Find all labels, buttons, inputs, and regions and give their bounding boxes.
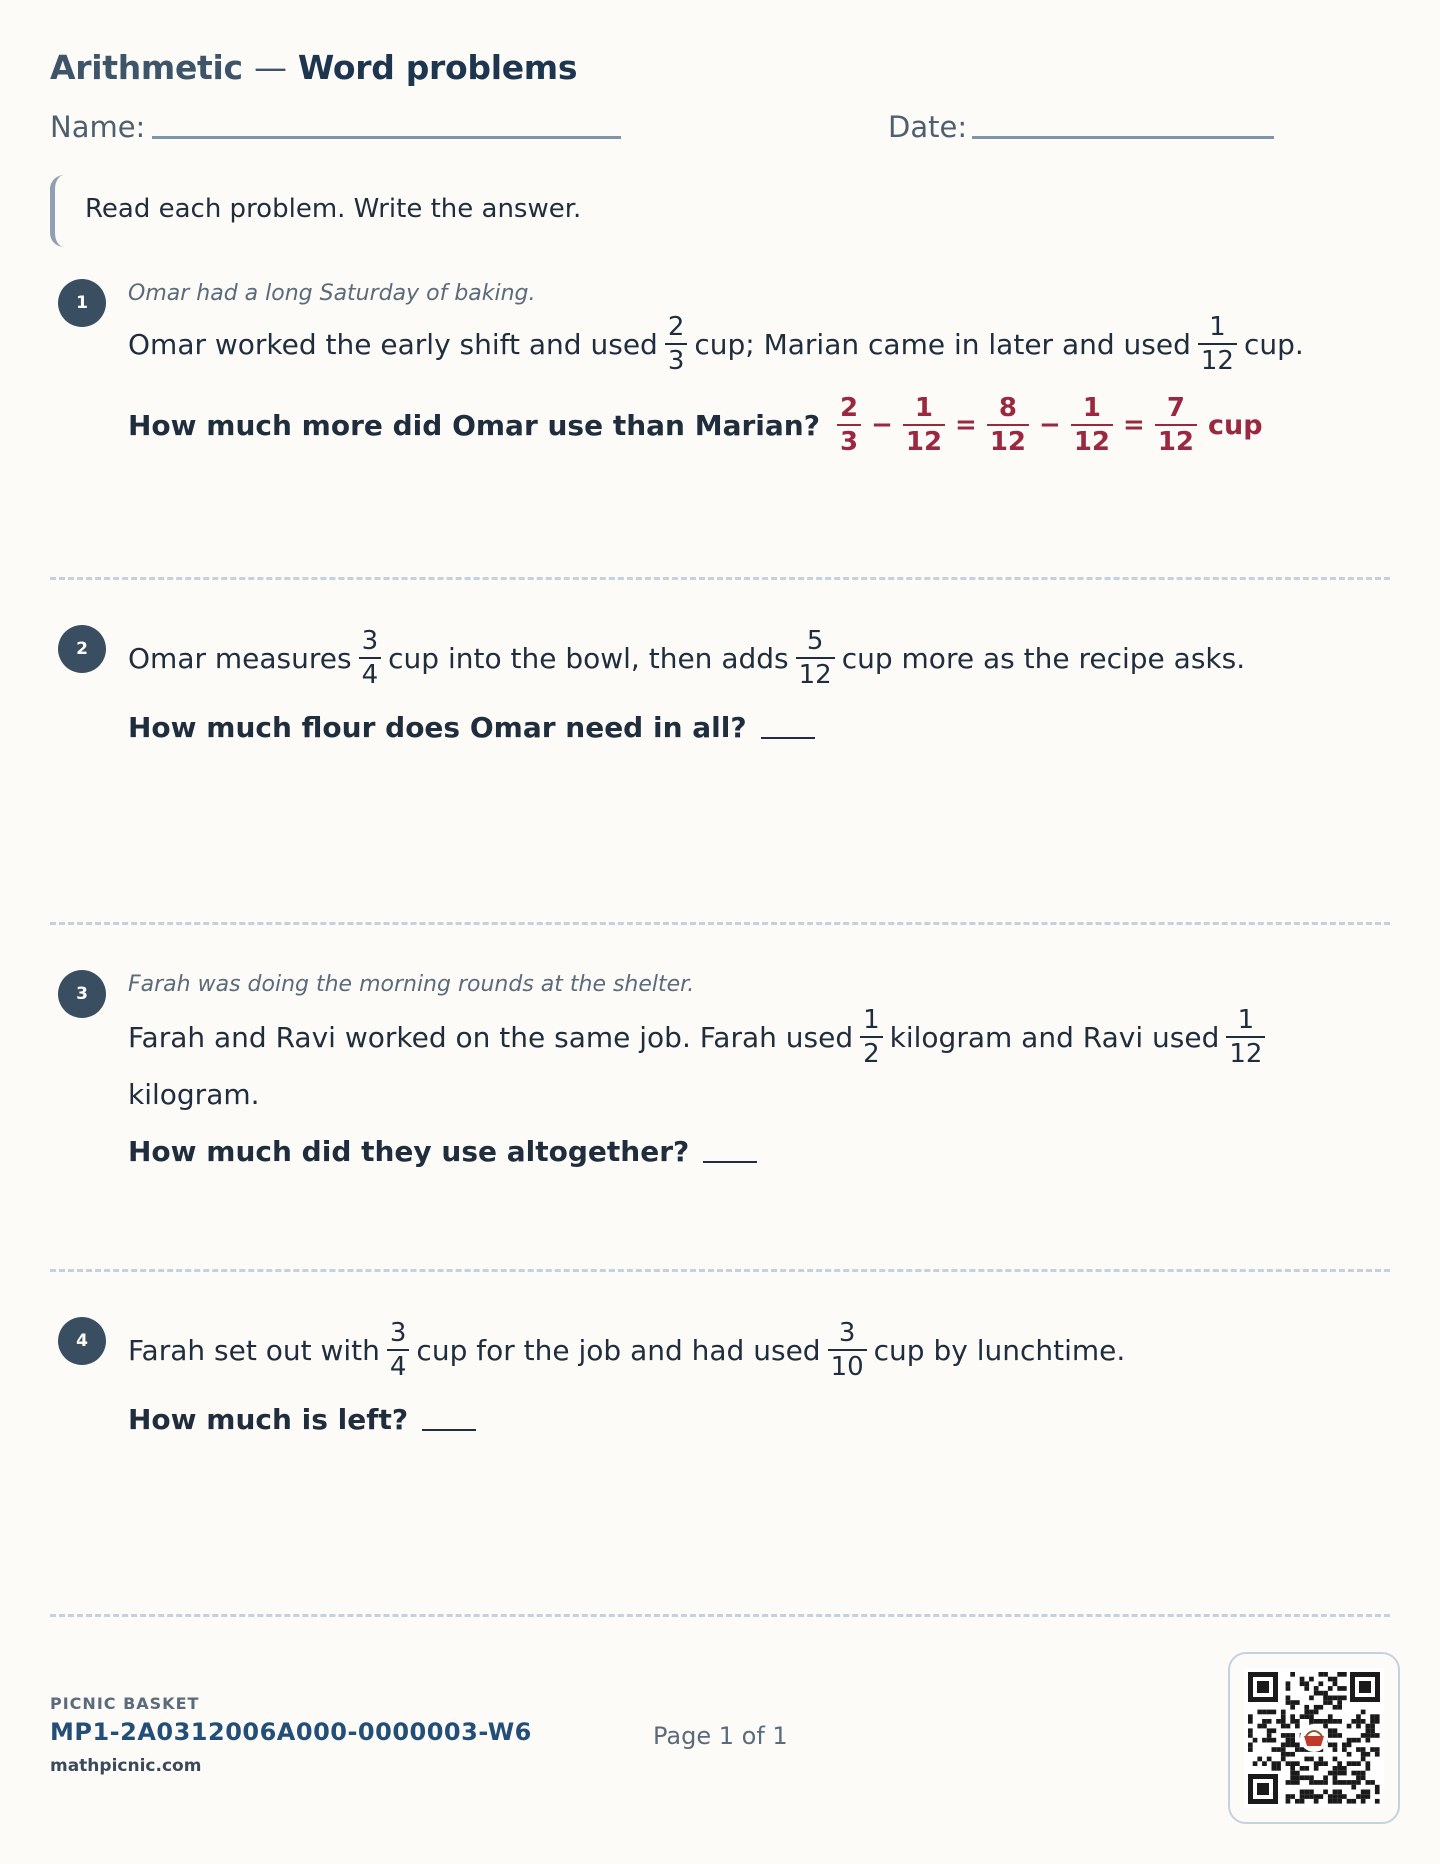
problem-text-part: cup.: [1243, 327, 1304, 361]
fraction: $\frac{5}{12}$: [796, 628, 835, 688]
problem-intro: Omar had a long Saturday of baking.: [128, 281, 536, 306]
worksheet-code: MP1-2A0312006A000-0000003-W6: [50, 1718, 532, 1746]
answer-blank[interactable]: [761, 737, 815, 739]
footer-url[interactable]: mathpicnic.com: [50, 1756, 202, 1776]
question-text: How much more did Omar use than Marian?: [128, 408, 820, 442]
problem-number-badge: 3: [58, 970, 106, 1018]
problem-number-badge: 4: [58, 1317, 106, 1365]
answer-blank[interactable]: [422, 1429, 476, 1431]
problem-divider: [50, 1614, 1390, 1617]
fraction: $\frac{2}{3}$: [665, 314, 688, 374]
problem-text-part: Omar measures: [128, 641, 352, 675]
page-title: [50, 48, 577, 87]
problem-text-part: cup; Marian came in later and used: [694, 327, 1191, 361]
problem-text: [128, 1319, 1125, 1381]
problem-question: [128, 1120, 757, 1182]
fraction: $\frac{1}{2}$: [860, 1007, 883, 1067]
title-subject: Arithmetic: [50, 48, 243, 87]
fraction: $\frac{1}{12}$: [1198, 314, 1237, 374]
page-number: Page 1 of 1: [653, 1722, 788, 1750]
problem-text: [128, 627, 1245, 689]
problem-text-part: cup by lunchtime.: [873, 1333, 1126, 1367]
question-text: How much is left?: [128, 1402, 409, 1436]
instructions-box: [50, 175, 755, 247]
qr-code: [1228, 1652, 1400, 1824]
title-separator: —: [254, 48, 287, 87]
problem-text-part: Omar worked the early shift and used: [128, 327, 658, 361]
problem-text-continued: [128, 1063, 260, 1125]
question-text: How much did they use altogether?: [128, 1134, 690, 1168]
qr-code-icon: [1244, 1668, 1384, 1808]
problem-text: [128, 313, 1304, 375]
name-field[interactable]: [152, 136, 621, 139]
problem-question: [128, 1388, 476, 1450]
problem-text-part: Farah and Ravi worked on the same job. Farah used: [128, 1020, 854, 1054]
footer-brand: PICNIC BASKET: [50, 1694, 200, 1713]
problem-divider: [50, 922, 1390, 925]
problem-text: [128, 1006, 1272, 1068]
problem-divider: [50, 577, 1390, 580]
problem-text-part: kilogram and Ravi used: [889, 1020, 1220, 1054]
problem-question: [128, 696, 815, 758]
problem-text-part: Farah set out with: [128, 1333, 380, 1367]
problem-number-badge: 1: [58, 279, 106, 327]
problem-intro: Farah was doing the morning rounds at the shelter.: [128, 972, 695, 997]
fraction: $\frac{1}{12}$: [1226, 1007, 1265, 1067]
answer-blank[interactable]: [703, 1161, 757, 1163]
fraction: $\frac{3}{10}$: [828, 1320, 867, 1380]
problem-number-badge: 2: [58, 625, 106, 673]
fraction: $\frac{3}{4}$: [387, 1320, 410, 1380]
date-field[interactable]: [972, 136, 1274, 139]
title-topic: Word problems: [297, 48, 578, 87]
worked-answer: $\frac{2}{3}$ − $\frac{1}{12}$ = $\frac{8}{12}$ − $\frac{1}{12}$ = $\frac{7}{12}$ cup: [830, 395, 1263, 455]
problem-text-part: cup for the job and had used: [416, 1333, 821, 1367]
question-text: How much flour does Omar need in all?: [128, 710, 747, 744]
problem-text-part: cup more as the recipe asks.: [841, 641, 1246, 675]
instructions-text: Read each problem. Write the answer.: [85, 194, 582, 224]
problem-text-part: cup into the bowl, then adds: [388, 641, 789, 675]
problem-divider: [50, 1269, 1390, 1272]
problem-question: [128, 394, 1263, 456]
problem-text-part: kilogram.: [128, 1077, 260, 1111]
date-label: Date:: [888, 110, 968, 144]
fraction: $\frac{3}{4}$: [359, 628, 382, 688]
name-label: Name:: [50, 110, 146, 144]
